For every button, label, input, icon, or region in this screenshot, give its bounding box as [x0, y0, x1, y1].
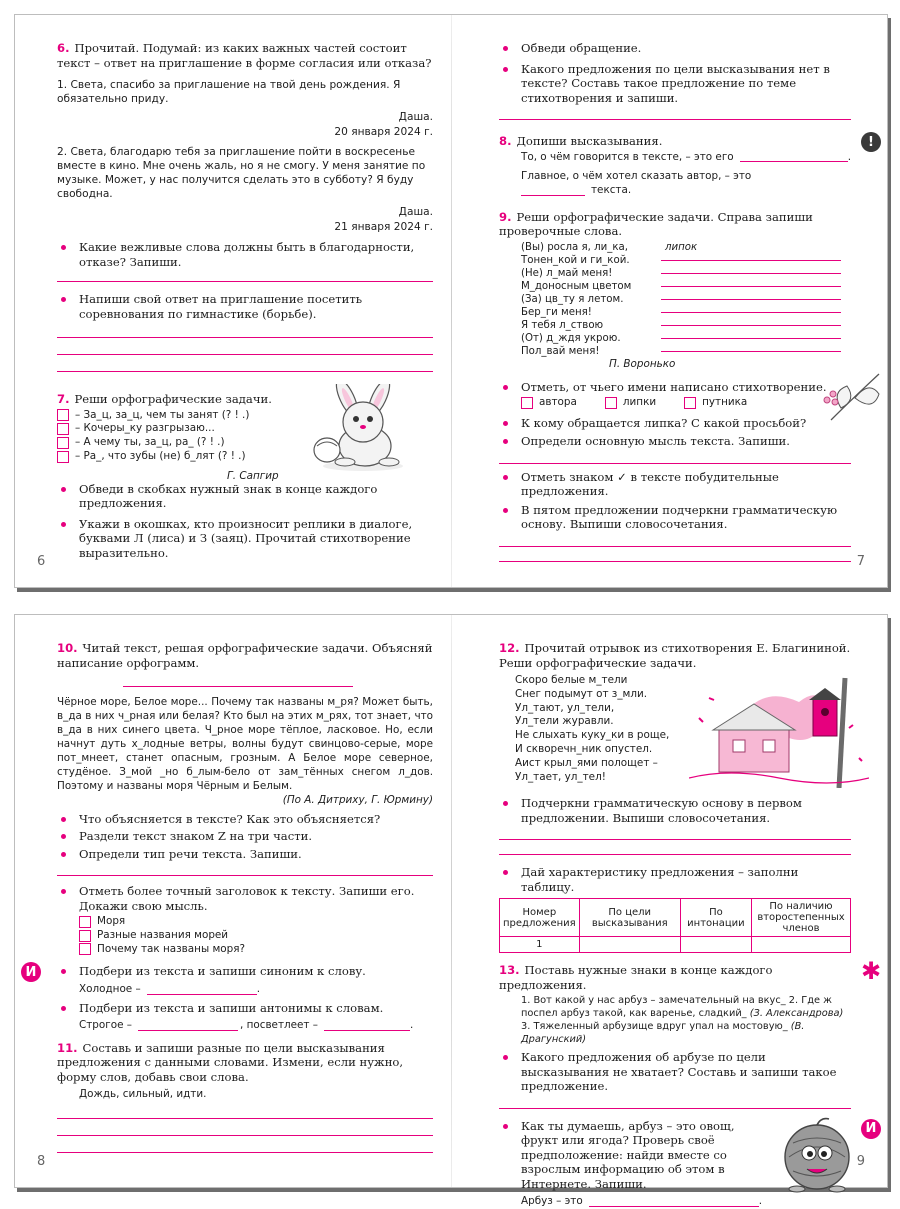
answer-line[interactable] [661, 273, 841, 274]
question-boxes: Укажи в окошках, кто произносит реплики в диалоге, буквами Л (лиса) и З (заяц). Прочитай стихотворение выразительно. [57, 517, 433, 561]
birdhouse-illustration [689, 668, 869, 788]
poem-line: (От) д_ждя укрою. [521, 332, 621, 344]
answer-line[interactable] [147, 994, 257, 995]
question-split: Раздели текст знаком Z на три части. [57, 829, 433, 844]
task-text: Читай текст, решая орфографические задачи. Объясняй написание орфограмм. [57, 641, 433, 670]
question-address: Обведи обращение. [499, 41, 851, 56]
letter-date: 20 января 2024 г. [334, 125, 433, 138]
text-body: Чёрное море, Белое море... Почему так названы м_ря? Может быть, в_да в них ч_рная или белая? Кто был на этих м_рях, тот знает, что в_да в них синего цвета. Ч_рное море тёплое, ласковое. Но, если начнут дуть х_лодные ветры, волны будут свинцово-серые, море пот_мнеет, станет опасным, грозным. А Белое море северное, студёное. З_мой _но б_лым-бело от зам_тённых снегом л_дов. Поэтому и названы моря Чёрным и Белым. [57, 696, 433, 792]
task-text: Допиши высказывания. [516, 134, 663, 148]
answer-line[interactable] [499, 119, 851, 120]
poem-line: – За_ц, за_ц, чем ты занят (? ! .) [75, 408, 250, 421]
letter-date: 21 января 2024 г. [334, 220, 433, 233]
question-think: Как ты думаешь, арбуз – это овощ, фрукт или ягода? Проверь своё предположение: найди вместе со взрослым информацию об этом в Интернете. Запиши. [499, 1119, 771, 1192]
table-header: Номер предложения [500, 899, 580, 937]
option-checkbox[interactable] [605, 397, 617, 409]
answer-line[interactable] [57, 337, 433, 338]
bunny-illustration [307, 384, 417, 472]
page-number: 6 [37, 554, 46, 569]
answer-line[interactable] [589, 1206, 759, 1207]
question-circle-sign: Обведи в скобках нужный знак в конце каждого предложения. [57, 482, 433, 511]
poem-line: Бер_ги меня! [521, 306, 592, 318]
poem-line: Ул_тает, ул_тел! [515, 770, 606, 783]
poem-line: (За) цв_ту я летом. [521, 293, 624, 305]
answer-line[interactable] [521, 195, 585, 196]
task-text: Составь и запиши разные по цели высказывания предложения с данными словами. Измени, если нужно, форму слов, добавь свои слова. [57, 1040, 404, 1084]
answer-line[interactable] [499, 1108, 851, 1109]
answer-line[interactable] [661, 260, 841, 261]
answer-line[interactable] [324, 1030, 410, 1031]
poem-line: Ул_тели журавли. [515, 715, 614, 728]
page-9: 12. Прочитай отрывок из стихотворения Е. Благининой. Реши орфографические задачи. Скоро белые м_тели Снег подымут от з_мли. Ул_тают, ул_тели, Ул_тели журавли. Не слыхать куку_ки в роще, И скворечн_ник опустел. Аист крыл_ями полощет – Ул_тает, ул_тел! Подчеркни грамматическую основу в первом предложении. Выпиши словосочетания. Дай характеристику предложения – заполни таблицу. Номер предложения По цели высказывания По интонации По наличию второстепенных членов 1 13. Поставь нужные знаки в конце каждого предложения. ✱ 1. Вот какой у нас арбуз – замечательный на вкус_ 2. Где ж поспел арбуз такой, как варенье, сладкий_ (З. Александрова) 3. Тяжеленный арбузище вдруг упал на мостовую_ (В. Драгунский) Какого предложения об арбузе по цели высказывания не хватает? Составь и запиши такое предложение. Как ты думаешь, арбуз – это овощ, фрукт или ягода? Проверь своё предположение: найди вместе со взрослым информацию об этом в Интернете. Запиши. Арбуз – это . И 9 [499, 641, 882, 1207]
question-polite: Какие вежливые слова должны быть в благодарности, отказе? Запиши. [57, 240, 433, 269]
answer-label: Арбуз – это [521, 1195, 583, 1207]
task-number: 10. [57, 641, 78, 655]
answer-line[interactable] [661, 351, 841, 352]
question-underline: Подчеркни грамматическую основу в первом предложении. Выпиши словосочетания. [499, 796, 851, 825]
task-number: 6. [57, 41, 70, 55]
poem-author: Г. Сапгир [227, 470, 279, 482]
poem-line: И скворечн_ник опустел. [515, 742, 653, 755]
sentences-1-2: 1. Вот какой у нас арбуз – замечательный на вкус_ 2. Где ж поспел арбуз такой, как варенье, сладкий_ [521, 995, 832, 1019]
poem-table [521, 241, 841, 358]
letter-sign: Даша. [398, 206, 433, 218]
task-number: 11. [57, 1040, 78, 1055]
answer-line[interactable] [57, 281, 433, 282]
page-number: 7 [856, 554, 865, 569]
letter-1: 1. Света, спасибо за приглашение на твой день рождения. Я обязательно приду. [57, 79, 401, 105]
question-idea: Определи основную мысль текста. Запиши. [499, 434, 851, 449]
spread-pages-6-7 [14, 14, 888, 588]
answer-line[interactable] [499, 463, 851, 464]
page-8: 10. Читай текст, решая орфографические задачи. Объясняй написание орфограмм. Чёрное море, Белое море... Почему так названы м_ря? Может быть, в_да в них ч_рная или белая? Кто был на этих м_рях, тот знает, что в_да в них синего цвета. Ч_рное море тёплое, ласковое. Но, если начнут дуть х_лодные ветры, волны будут свинцово-серые, море пот_мнеет, станет опасным, грозным. А Белое море северное, студёное. З_мой _но б_лым-бело от зам_тённых снегом л_дов. Поэтому и названы моря Чёрным и Белым. (По А. Дитриху, Г. Юрмину) Что объясняется в тексте? Как это объясняется? Раздели текст знаком Z на три части. Определи тип речи текста. Запиши. Отметь более точный заголовок к тексту. Запиши его. Докажи свою мысль. Моря Разные названия морей Почему так названы моря? И Подбери из текста и запиши синоним к слову. Холодное – . Подбери из текста и запиши антонимы к словам. Строгое – , посветлеет – . 11. Составь и запиши разные по цели высказывания предложения с данными словами. Измени, если нужно, форму слов, добавь свои слова. Дождь, сильный, идти. 8 [15, 615, 451, 1187]
poem-line: – Ра_, что зубы (не) б_лят (? ! .) [75, 449, 246, 462]
question-synonym: Подбери из текста и запиши синоним к слову. [57, 964, 433, 979]
source: (З. Александрова) [749, 1008, 844, 1019]
task-text: Реши орфографические задачи. [74, 392, 272, 406]
answer-line[interactable] [661, 338, 841, 339]
poem-line: М_доносным цветом [521, 280, 632, 292]
speaker-box[interactable] [57, 451, 69, 463]
poem-line: – А чему ты, за_ц, ра_ (? ! .) [75, 436, 225, 449]
answer-line[interactable] [57, 1135, 433, 1136]
option-checkbox[interactable] [521, 397, 533, 409]
task-number: 7. [57, 392, 70, 406]
poem-line: Снег подымут от з_мли. [515, 687, 648, 700]
answer-line[interactable] [57, 371, 433, 372]
task-number: 13. [499, 963, 520, 977]
page-7: Обведи обращение. Какого предложения по цели высказывания нет в тексте? Составь такое предложение по теме стихотворения и запиши. 8. Допиши высказывания. ! То, о чём говорится в тексте, – это его . Главное, о чём хотел сказать автор, – это текста. 9. Реши орфографические задачи. Справа запиши проверочные слова. (Вы) росла я, ли_ка, липок Тонен_кой и ги_кой. (Не) л_май меня! М_доносным цветом (За) цв_ту я летом. Бер_ги меня! Я тебя л_ствою (От) д_ждя укрою. Пол_вай меня! П. Воронько Отметь, от чьего имени написано стихотворение. автора липки путника К кому обращается липка? С какой просьбой? Определи основную мысль текста. Запиши. Отметь знаком ✓ в тексте побудительные предложения. В пятом предложении подчеркни грамматическую основу. Выпиши словосочетания. 7 [451, 15, 887, 587]
poem-line: Пол_вай меня! [521, 345, 600, 357]
table-header: По наличию второстепенных членов [752, 899, 851, 937]
answer-line[interactable] [57, 1118, 433, 1119]
poem-line: (Не) л_май меня! [521, 267, 613, 279]
table-cell: 1 [500, 937, 580, 953]
info-icon: И [861, 1119, 881, 1139]
table-cell-empty[interactable] [752, 937, 851, 953]
title-checkbox[interactable] [79, 916, 91, 928]
task-13-body [499, 994, 851, 1046]
option-label: путника [702, 396, 748, 409]
speaker-box[interactable] [57, 409, 69, 421]
task-text: Поставь нужные знаки в конце каждого предложения. [499, 963, 773, 992]
answer-line[interactable] [57, 1152, 433, 1153]
poem-line: – Кочеры_ку разгрызаю... [75, 422, 215, 435]
spread-pages-8-9 [14, 614, 888, 1207]
poem-line: Скоро белые м_тели [515, 674, 628, 686]
antonym-word: Строгое – [79, 1019, 132, 1032]
letter-2: 2. Света, благодарю тебя за приглашение пойти в воскресенье вместе в кино. Мне очень жаль, но я не смогу. У меня занятие по музыке. Может, у нас получится сделать это в субботу? Я буду свободна. [57, 146, 426, 200]
title-option: Разные названия морей [97, 928, 229, 941]
answer-line[interactable] [499, 839, 851, 840]
question-fifth: В пятом предложении подчеркни грамматическую основу. Выпиши словосочетания. [499, 503, 851, 532]
table-header: По интонации [680, 899, 751, 937]
title-checkbox[interactable] [79, 930, 91, 942]
answer-line[interactable] [123, 686, 353, 687]
answer-line[interactable] [661, 286, 841, 287]
task-number: 9. [499, 209, 512, 224]
statement-line-end: текста. [591, 184, 632, 197]
watermelon-illustration [779, 1113, 857, 1195]
poem-line: Ул_тают, ул_тели, [515, 701, 615, 714]
given-words: Дождь, сильный, идти. [79, 1088, 207, 1101]
synonym-word: Холодное – [79, 982, 141, 995]
question-explain: Что объясняется в тексте? Как это объясняется? [57, 812, 433, 827]
answer-line[interactable] [661, 299, 841, 300]
title-checkbox[interactable] [79, 943, 91, 955]
answer-line[interactable] [740, 161, 848, 162]
task-text: Реши орфографические задачи. Справа запиши проверочные слова. [499, 209, 813, 239]
question-answer: Напиши свой ответ на приглашение посетить соревнования по гимнастике (борьбе). [57, 292, 433, 321]
answer-line[interactable] [138, 1030, 238, 1031]
page-number: 8 [37, 1154, 46, 1169]
antonym-word: , посветлеет – [239, 1019, 318, 1032]
answer-line[interactable] [661, 312, 841, 313]
answer-line[interactable] [499, 854, 851, 855]
info-icon: И [21, 962, 41, 982]
linden-illustration [821, 370, 885, 422]
poem-author: П. Воронько [609, 357, 676, 370]
source: (В. Драгунский) [521, 1021, 805, 1045]
task-number: 8. [499, 134, 512, 148]
question-title: Отметь более точный заголовок к тексту. Запиши его. Докажи свою мысль. [57, 884, 433, 913]
poem-line: (Вы) росла я, ли_ка, [521, 241, 628, 253]
page-6 [15, 15, 451, 587]
letter-sign: Даша. [398, 111, 433, 123]
answer-line[interactable] [57, 875, 433, 876]
page-number: 9 [856, 1154, 865, 1169]
question-type: Определи тип речи текста. Запиши. [57, 847, 433, 862]
table-cell-empty[interactable] [579, 937, 680, 953]
question-antonym: Подбери из текста и запиши антонимы к словам. [57, 1001, 433, 1016]
option-label: липки [622, 396, 657, 409]
task-text: Прочитай отрывок из стихотворения Е. Благининой. Реши орфографические задачи. [499, 641, 851, 670]
title-option: Почему так названы моря? [97, 942, 246, 955]
question-missing-sentence: Какого предложения по цели высказывания нет в тексте? Составь такое предложение по теме стихотворения и запиши. [499, 62, 851, 106]
example-word: липок [665, 241, 698, 253]
option-checkbox[interactable] [684, 397, 696, 409]
question-whom: К кому обращается липка? С какой просьбой? [499, 416, 851, 431]
poem-line: Не слыхать куку_ки в роще, [515, 729, 670, 742]
statement-line: То, о чём говорится в тексте, – это его [521, 150, 734, 163]
sentence-3: 3. Тяжеленный арбузище вдруг упал на мостовую_ [521, 1021, 788, 1032]
answer-line[interactable] [499, 561, 851, 562]
question-name: Отметь, от чьего имени написано стихотворение. [499, 380, 851, 395]
table-cell-empty[interactable] [680, 937, 751, 953]
task-number: 12. [499, 641, 520, 655]
answer-line[interactable] [499, 546, 851, 547]
task-text: Прочитай. Подумай: из каких важных частей состоит текст – ответ на приглашение в форме согласия или отказа? [57, 41, 432, 70]
answer-line[interactable] [57, 354, 433, 355]
speaker-box[interactable] [57, 423, 69, 435]
poem-line: Аист крыл_ями полощет – [515, 756, 658, 769]
table-header: По цели высказывания [579, 899, 680, 937]
poem-line: Я тебя л_ствою [521, 319, 604, 331]
question-mark: Отметь знаком ✓ в тексте побудительные предложения. [499, 470, 851, 499]
statement-line: Главное, о чём хотел сказать автор, – это [521, 170, 752, 183]
speaker-box[interactable] [57, 437, 69, 449]
text-source: (По А. Дитриху, Г. Юрмину) [282, 794, 433, 806]
exclamation-icon: ! [861, 132, 881, 152]
poem-line: Тонен_кой и ги_кой. [521, 254, 630, 266]
star-icon: ✱ [860, 957, 882, 985]
question-table: Дай характеристику предложения – заполни таблицу. [499, 865, 851, 894]
answer-line[interactable] [661, 325, 841, 326]
characteristics-table [499, 898, 851, 953]
question-which: Какого предложения об арбузе по цели высказывания не хватает? Составь и запиши такое предложение. [499, 1050, 851, 1094]
option-label: автора [539, 396, 577, 409]
title-option: Моря [97, 915, 126, 927]
